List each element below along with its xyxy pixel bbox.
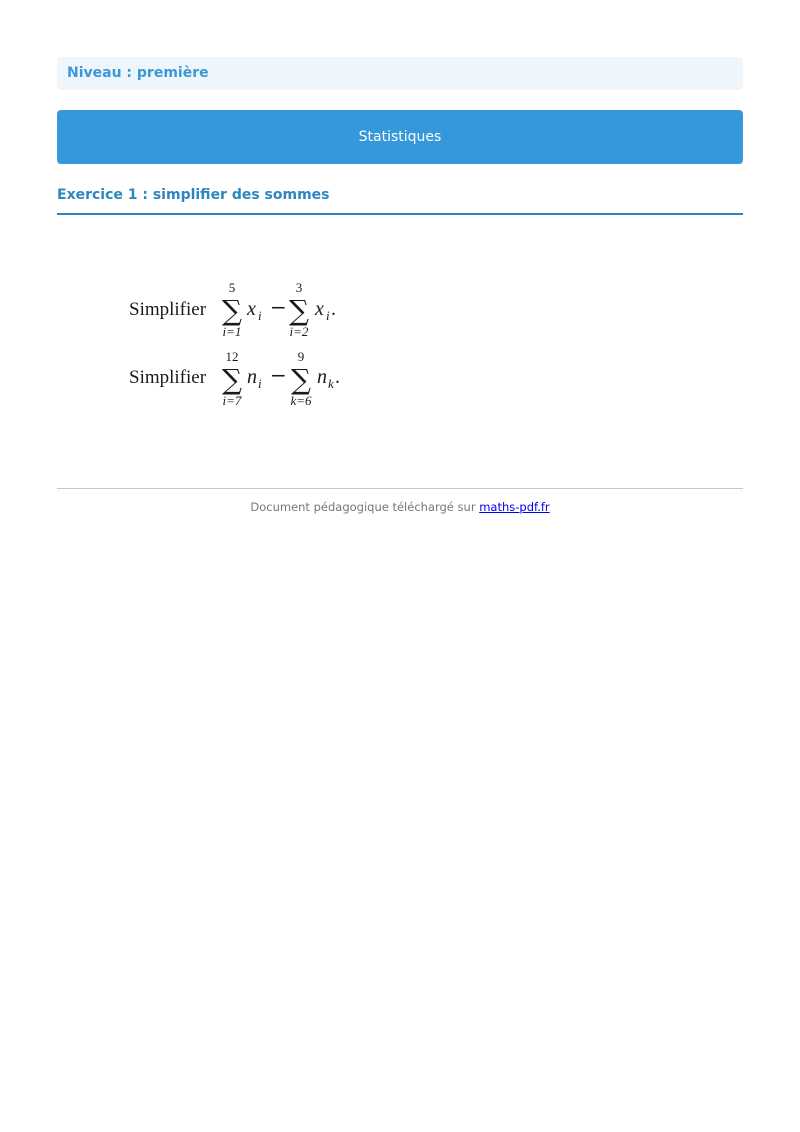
sum-2b-sub: k [328,376,334,391]
sum-1b-lower: i=2 [289,324,309,339]
footer-text: Document pédagogique téléchargé sur [250,500,480,514]
minus-icon: − [270,363,287,387]
footer [57,500,743,514]
sum-1b-sub: i [326,308,330,323]
formula-1-word: Simplifier [129,299,207,320]
footer-site-link[interactable]: maths-pdf.fr [479,500,550,514]
exercise-formulas [127,278,367,410]
sigma-icon: ∑ [222,294,242,327]
sigma-icon: ∑ [222,363,242,396]
sum-1b-term: x [315,298,324,320]
sum-2a-sub: i [258,376,262,391]
period-icon: . [335,366,340,388]
section-banner: Statistiques [57,110,743,164]
sum-1a-sub: i [258,308,262,323]
period-icon: . [331,298,336,320]
minus-icon: − [270,295,287,319]
level-label: Niveau : première [57,57,743,90]
sum-1a-lower: i=1 [222,324,242,339]
sum-2a-term: n [247,366,257,388]
sum-2b-term: n [317,366,327,388]
formula-line-1 [129,280,336,339]
sum-2a-lower: i=7 [222,393,242,408]
sum-2a-upper: 12 [225,349,239,364]
sum-2b-upper: 9 [297,349,305,364]
sum-1b-upper: 3 [295,280,303,295]
footer-divider [57,488,743,489]
formula-line-2 [129,349,340,408]
sigma-icon: ∑ [291,363,311,396]
sigma-icon: ∑ [289,294,309,327]
sum-1a-term: x [247,298,256,320]
sum-1a-upper: 5 [228,280,236,295]
exercise-title: Exercice 1 : simplifier des sommes [57,185,743,215]
sum-2b-lower: k=6 [290,393,312,408]
formula-2-word: Simplifier [129,367,207,388]
